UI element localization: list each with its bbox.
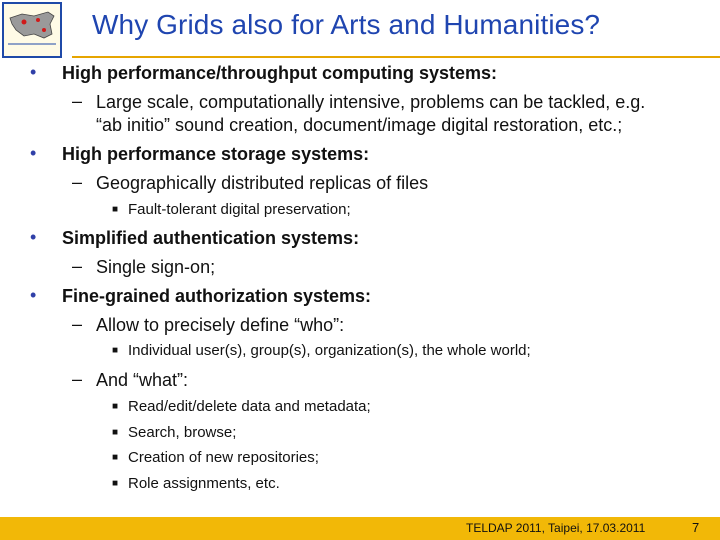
cometa-logo	[2, 2, 62, 58]
square-marker: ■	[112, 401, 119, 412]
list-item: Creation of new repositories;	[128, 449, 319, 466]
dash-marker: –	[72, 91, 83, 111]
dash-marker: –	[72, 314, 83, 334]
sicily-map-logo-icon	[4, 4, 60, 56]
square-marker: ■	[112, 345, 119, 356]
bullet-b4-sub2: And “what”:	[96, 370, 189, 390]
footer-event: TELDAP 2011, Taipei, 17.03.2011	[466, 521, 646, 535]
bullet-b2-sub1-sub1: Fault-tolerant digital preservation;	[128, 201, 351, 218]
list-item: Search, browse;	[128, 424, 237, 441]
bullet-b4-sub1-sub1: Individual user(s), group(s), organization(s), the whole world;	[128, 342, 531, 359]
bullet-marker: •	[30, 62, 37, 82]
slide-title: Why Grids also for Arts and Humanities?	[92, 9, 601, 40]
title-divider	[72, 56, 720, 58]
bullet-b2-sub1: Geographically distributed replicas of files	[96, 173, 429, 193]
page-number: 7	[692, 520, 700, 535]
bullet-b4-sub1: Allow to precisely define “who”:	[96, 315, 345, 335]
bullet-b4: Fine-grained authorization systems:	[62, 286, 372, 306]
bullet-b3: Simplified authentication systems:	[62, 228, 360, 248]
dash-marker: –	[72, 369, 83, 389]
bullet-b2: High performance storage systems:	[62, 144, 370, 164]
bullet-b1: High performance/throughput computing systems:	[62, 63, 498, 83]
bullet-b1-sub1-line1: Large scale, computationally intensive, problems can be tackled, e.g.	[96, 92, 646, 112]
bullet-b1-sub1-line2: “ab initio” sound creation, document/image digital restoration, etc.;	[96, 115, 623, 135]
square-marker: ■	[112, 427, 119, 438]
square-marker: ■	[112, 204, 119, 215]
square-marker: ■	[112, 452, 119, 463]
square-marker: ■	[112, 478, 119, 489]
list-item: Role assignments, etc.	[128, 475, 280, 492]
bullet-marker: •	[30, 143, 37, 163]
bullet-b3-sub1: Single sign-on;	[96, 257, 216, 277]
bullet-marker: •	[30, 227, 37, 247]
dash-marker: –	[72, 256, 83, 276]
list-item: Read/edit/delete data and metadata;	[128, 398, 371, 415]
dash-marker: –	[72, 172, 83, 192]
bullet-marker: •	[30, 285, 37, 305]
